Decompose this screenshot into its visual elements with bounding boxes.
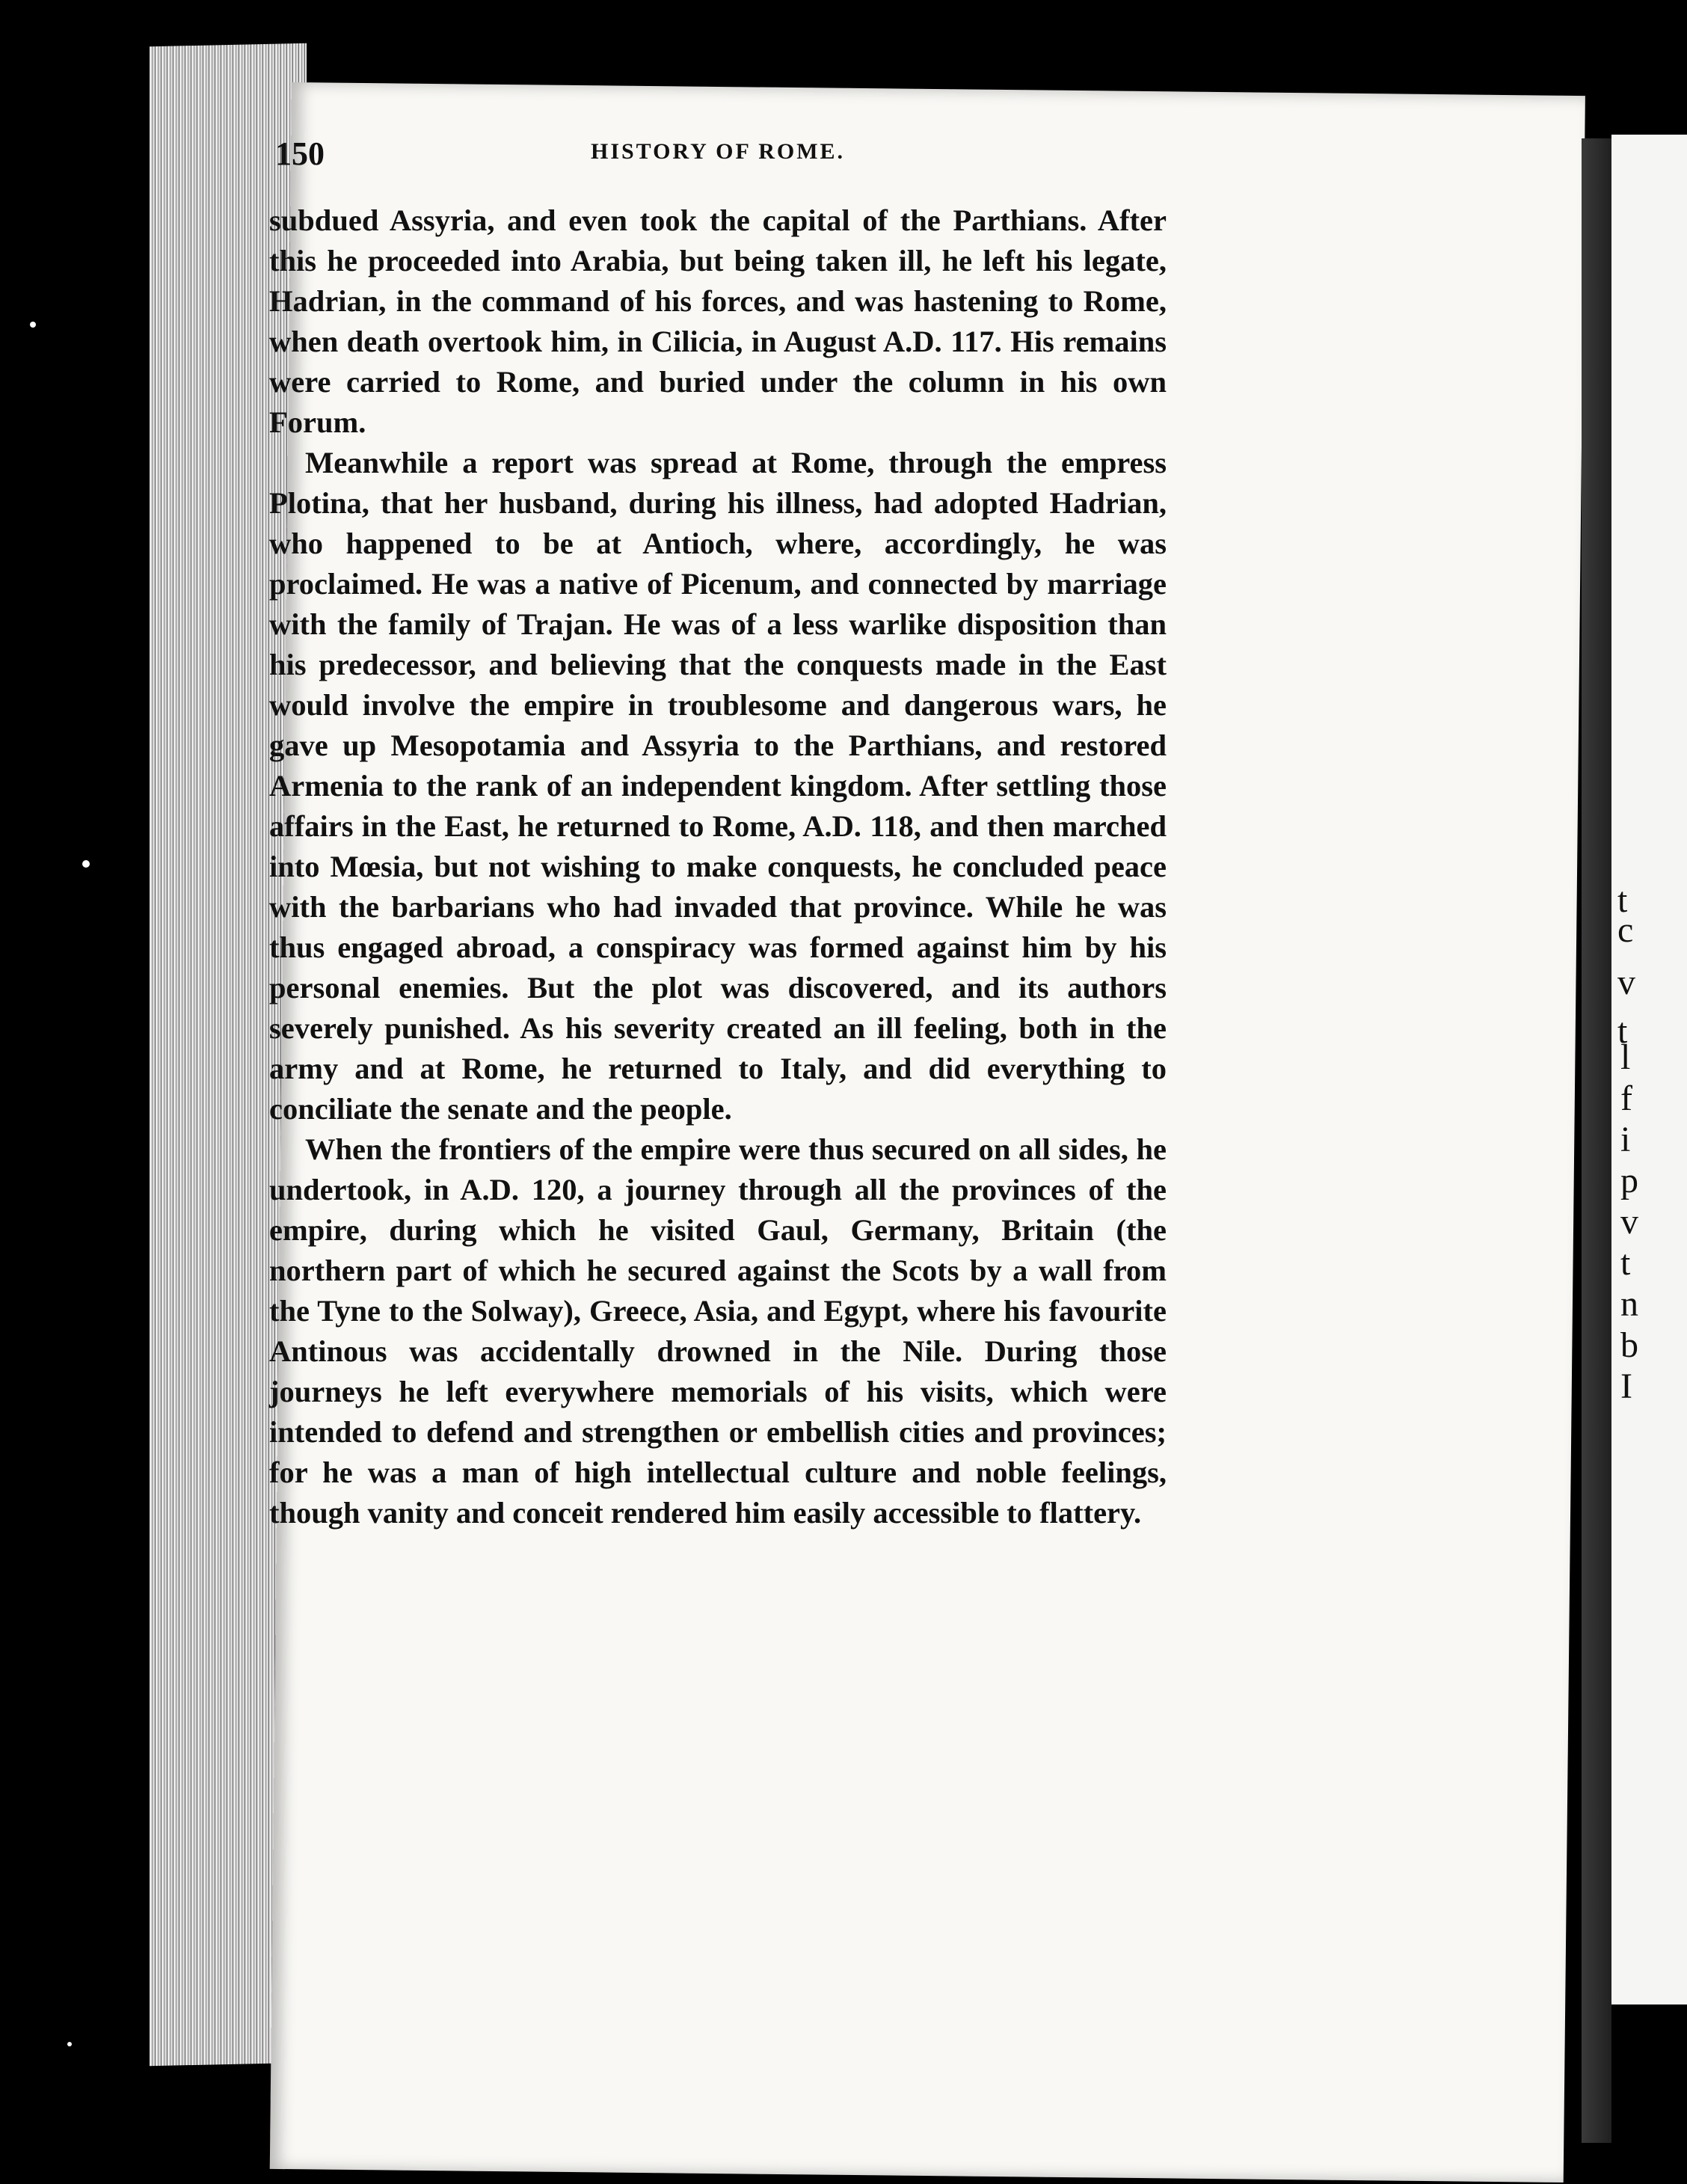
body-text bbox=[269, 200, 1167, 1533]
page-text-block bbox=[269, 135, 1167, 1533]
gutter-shadow bbox=[1582, 138, 1611, 2143]
scan-speck bbox=[30, 322, 36, 328]
facing-page-letter: t bbox=[1617, 880, 1628, 920]
scan-speck bbox=[82, 860, 90, 868]
scan-speck bbox=[67, 2042, 72, 2046]
facing-page-letter: v bbox=[1617, 963, 1635, 1002]
facing-page-fragment bbox=[1611, 135, 1687, 2004]
running-head bbox=[269, 135, 1167, 180]
facing-page-letter: b bbox=[1620, 1325, 1638, 1365]
facing-page-letter: i bbox=[1620, 1120, 1631, 1159]
paragraph: subdued Assyria, and even took the capital of the Parthians. After this he proceeded into Arabia, but being taken ill, he left his legate, Hadrian, in the command of his forces, and was hastening to Rome, when death overtook him, in Cilicia, in August A.D. 117. His remains were carried to Rome, and buried under the column in his own Forum. bbox=[269, 203, 1167, 439]
paragraph: Meanwhile a report was spread at Rome, through the empress Plotina, that her husband, during his illness, had adopted Hadrian, who happened to be at Antioch, where, accordingly, he was proclaimed. He was a native of Picenum, and connected by marriage with the family of Trajan. He was of a less warlike disposition than his predecessor, and believing that the conquests made in the East would involve the empire in troublesome and dangerous wars, he gave up Mesopotamia and Assyria to the Parthians, and restored Armenia to the rank of an independent kingdom. After settling those affairs in the East, he returned to Rome, A.D. 118, and then marched into Mœsia, but not wishing to make conquests, he concluded peace with the barbarians who had invaded that province. While he was thus engaged abroad, a conspiracy was formed against him by his personal enemies. But the plot was discovered, and its authors severely punished. As his severity created an ill feeling, both in the army and at Rome, he returned to Italy, and did everything to conciliate the senate and the people. bbox=[269, 446, 1167, 1126]
paragraph: When the frontiers of the empire were thus secured on all sides, he undertook, in A.D. 120, a journey through all the provinces of the empire, during which he visited Gaul, Germany, Britain (the northern part of which he secured against the Scots by a wall from the Tyne to the Solway), Greece, Asia, and Egypt, where his favourite Antinous was accidentally drowned in the Nile. During those journeys he left everywhere memorials of his visits, which were intended to defend and strengthen or embellish cities and provinces; for he was a man of high intellectual culture and noble feelings, though vanity and conceit rendered him easily accessible to flattery. bbox=[269, 1132, 1167, 1530]
facing-page-letter: v bbox=[1620, 1202, 1638, 1242]
facing-page-letter: I bbox=[1620, 1366, 1632, 1406]
facing-page-letter: t bbox=[1617, 1011, 1628, 1051]
running-title: HISTORY OF ROME. bbox=[590, 139, 846, 164]
facing-page-letter: f bbox=[1620, 1079, 1632, 1118]
page-number: 150 bbox=[275, 135, 325, 172]
facing-page-letter: p bbox=[1620, 1161, 1638, 1200]
facing-page-letter: n bbox=[1620, 1284, 1638, 1324]
facing-page-letter: t bbox=[1620, 1243, 1631, 1283]
facing-page-letter: c bbox=[1617, 910, 1634, 950]
facing-page-letter: l bbox=[1620, 1037, 1631, 1077]
